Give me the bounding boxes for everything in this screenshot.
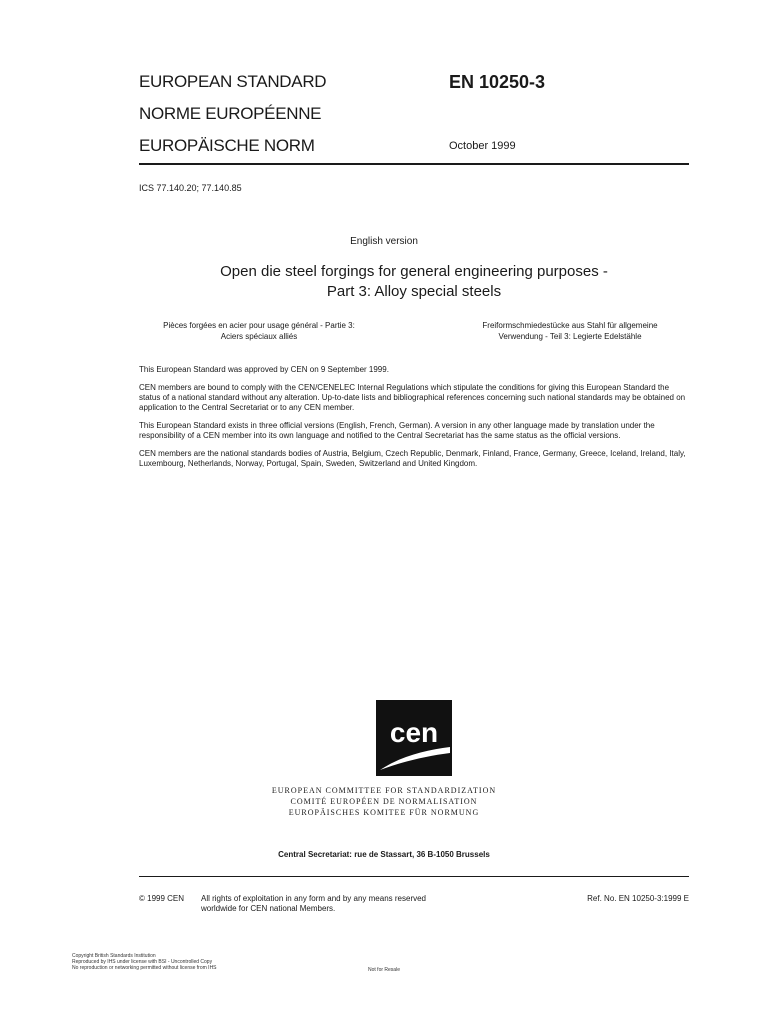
footnote-line1: Copyright British Standards Institution	[72, 953, 156, 959]
committee-names	[0, 785, 768, 818]
committee-de: EUROPÄISCHES KOMITEE FÜR NORMUNG	[288, 808, 480, 817]
document-title	[139, 262, 689, 302]
central-secretariat: Central Secretariat: rue de Stassart, 36 B-1050 Brussels	[278, 850, 490, 859]
standard-date: October 1999	[449, 140, 516, 152]
french-title-line1: Pièces forgées en acier pour usage général - Partie 3:	[163, 321, 355, 330]
title-fr: NORME EUROPÉENNE	[139, 104, 322, 123]
cen-logo-icon	[376, 700, 452, 776]
title-de: EUROPÄISCHE NORM	[139, 136, 315, 155]
rights-line2: worldwide for CEN national Members.	[201, 904, 336, 913]
standard-titles	[139, 72, 326, 168]
german-title	[450, 320, 690, 342]
document-title-line2: Part 3: Alloy special steels	[326, 283, 502, 300]
paragraph-approval: This European Standard was approved by CEN on 9 September 1999.	[139, 365, 389, 374]
footer-divider	[139, 876, 689, 877]
reference-number: Ref. No. EN 10250-3:1999 E	[587, 894, 689, 903]
paragraph-versions: This European Standard exists in three official versions (English, French, German). A version in any other language made by translation under the responsibility of a CEN member into its own language and notified to the Central Secretariat has the same status as the official versions.	[139, 421, 655, 440]
ics-codes: ICS 77.140.20; 77.140.85	[139, 183, 242, 193]
french-title-line2: Aciers spéciaux alliés	[220, 332, 298, 341]
footnote-line3: No reproduction or networking permitted without license from IHS	[72, 965, 217, 971]
committee-fr: COMITÉ EUROPÉEN DE NORMALISATION	[290, 797, 478, 806]
rights-line1: All rights of exploitation in any form and by any means reserved	[201, 894, 427, 903]
not-for-resale: Not for Resale	[368, 967, 400, 973]
logo-text: cen	[389, 717, 439, 748]
committee-en: EUROPEAN COMMITTEE FOR STANDARDIZATION	[271, 786, 497, 795]
copyright: © 1999 CEN	[139, 894, 185, 903]
version-label: English version	[350, 236, 418, 247]
footnote-line2: Reproduced by IHS under license with BSI - Uncontrolled Copy	[72, 959, 213, 965]
french-title	[139, 320, 379, 342]
german-title-line1: Freiformschmiedestücke aus Stahl für allgemeine	[482, 321, 658, 330]
document-title-line1: Open die steel forgings for general engineering purposes -	[220, 263, 608, 280]
standard-number: EN 10250-3	[449, 72, 546, 92]
approval-text	[139, 365, 689, 477]
header-divider	[139, 163, 689, 165]
title-en: EUROPEAN STANDARD	[139, 72, 327, 91]
rights-notice	[201, 894, 481, 914]
german-title-line2: Verwendung - Teil 3: Legierte Edelstähle	[498, 332, 642, 341]
paragraph-members: CEN members are the national standards bodies of Austria, Belgium, Czech Republic, Denmark, Finland, France, Germany, Greece, Iceland, Ireland, Italy, Luxembourg, Netherlands, Norway, Portugal, Spain, Sweden, Switzerland and United Kingdom.	[139, 449, 686, 468]
paragraph-compliance: CEN members are bound to comply with the CEN/CENELEC Internal Regulations which stipulate the conditions for giving this European Standard the status of a national standard without any alteration. Up-to-date lists and bibliographical references concerning such national standards may be obtained on application to the Central Secretariat or to any CEN member.	[139, 383, 686, 412]
